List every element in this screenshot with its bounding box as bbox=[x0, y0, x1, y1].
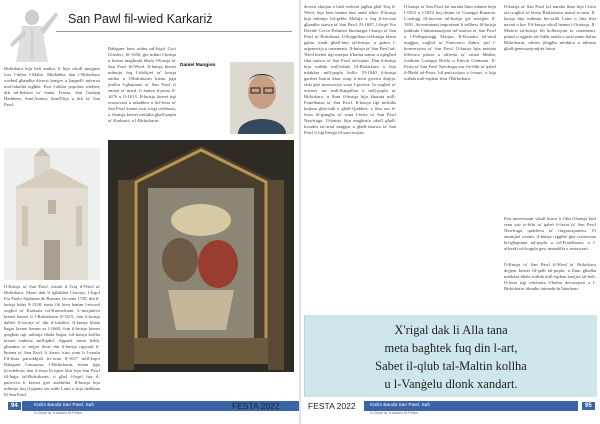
right-footer-title: Każin Banda San Pawl, Safi bbox=[370, 403, 430, 408]
right-column-two: Il-knisja ta' San Pawl kif naraha llum inbniet bejn l-1852 u l-1854 fuq disinn ta' Ġużeppi Bonavia. L-arloġġ fil-faċċata tal-knisja ġie mżejjen fl-1891. Avvenimenti importanti li seħħew fil-knisja jinkludu l-inkurunazzjoni tal-istatwa ta' San Pawl u l-Pellegrinaġġ Marjan. Il-Kwadru tal-artal maġġur, xogħol ta' Francesco Zahra, juri l-konverżjoni ta' San Pawl. Il-knisja hija mżejna b'diversi pitturi u affreski ta' artisti Maltin, fosthom Ġużeppi Briffa u Emvin Cremona. Il-Festa ta' San Pawl Nawfragu ssir fis-Sibt ta' qabel il-Ħadd tal-Festa, bil-purċissjoni u l-marċ, u hija waħda mill-eqdem festi f'Birkirkara. bbox=[404, 4, 496, 81]
right-column-three-end: Il-Knisja ta' San Pawl il-Wied ta' Birkirkara dejjem kienet fil-qalb tal-poplu, u llum għadha mfakkra bħala waħda mill-eqdem knejjes tal-belt. Il-festa tiġi celebrata b'ħafna devozzjoni u l-Birkirkarin jibqgħu jattendu bi ħġarhom. bbox=[504, 262, 596, 290]
title-rule bbox=[56, 31, 292, 32]
quote-line: X'rigal dak li Alla tana bbox=[394, 323, 508, 337]
column-two-top: Balaguer kien ordna sal-Isqof Gori Ghisleri, fil-1656, ġie mibni l-knisja u kienet magħrufa bħala l-Knisja ta' San Pawl fil-Wied. Il-knisja kienet mibnija fuq l-fdalijiet ta' knisja antika u l-Birkirkarin kienu jiġu jitolbu l-għajnuna ta' San Pawl fi żmien ta' mard, fi żmien il-pesta fl-1676 u fl-1813. Il-knisja kienet tiġi restawrata u mkabbra u bil-festa ta' San Pawl kienet issir u tiġi celebrata, u l-knisja kienet miftuħa għall-poplu ta' Karkariż, u l-Birkirkarin. bbox=[108, 46, 176, 123]
saint-statue-icon bbox=[4, 4, 60, 64]
left-footer-subtitle: Il-Ġmiel ta' Karkariż fil-Festa bbox=[34, 411, 82, 415]
right-column-one: diversi skinjan u bieb ewlieni jagħtu għal Triq il-Wied, fejn kien hemm bini antik ieħor. Il-knisja hija mibnija bil-ġebla Maltija u fuq il-faċċata għandha statwa ta' San Pawl. Fl-1687, l-Isqof Fra Davide Cocco-Palmieri kkonsagra l-knisja ta' San Pawl ta' Birkirkara. Il-Kappillani tal-knisja kienu ġabru fondi għall-bini tal-knisja, u ġabru l-arġenterija u ornamenti. Il-knisja ta' San Pawl tal-Wied kienet tiġi mżejna b'ħafna armar u tqiegħed fiha statwa ta' San Pawl tal-injam. Dan il-knisja hija waħda mill-isbaħ fil-Birkirkara u hija mfakkra mill-poplu kollu. Fl-1940 il-knisja ġarrbet ħsarat kbar waqt it-tieni gwerra dinjija, iżda ġiet imsewwija wara l-gwerra. Ix-xogħol ta' restawr sar mill-Kappillan u mill-poplu ta' Birkirkara, u llum il-knisja hija kkurata mill-Fratellanza ta' San Pawl. Il-knisja tiġi miftuħa kuljum għat-talb u għall-Quddies, u fiha ssir il-festa fil-ġimgħa ta' wara l-festa ta' San Pawl Nawfragu. Il-knisja hija magħrufa ukoll għall-kwadru tal-artal maġġur u għall-istatwa ta' San Pawl li tiġi ħierġa fil-purċissjoni. bbox=[304, 4, 396, 135]
quote-line: Sabet il-qlub tal-Maltin kollha bbox=[375, 359, 527, 373]
festa-paragraph: Fil-festa parrokkjali fis-sena fl-1657 mill-Isqof Balaguer Camarasa, l-Birkirkarin, kienu jiġu jiċċelebraw dan il-festa b'rispett kbir lejn San Pawl fil-ħajja tal-Birkirkarin, u għal l-Isqof fuq il-parroċċa li kienet ġiet stabbilita. Il-knisja hija mibnija fuq il-pjanta tas-salib Latin u hija dedikata lil San Pawl. bbox=[4, 356, 100, 396]
left-footer-title: Każin Banda San Pawl, Safi bbox=[34, 403, 94, 408]
church-facade-photo bbox=[4, 148, 100, 280]
left-festa-label: FESTA 2022 bbox=[232, 401, 280, 411]
left-page-number: 94 bbox=[8, 402, 21, 410]
quote-line: u l-Vanġelu dlonk xandart. bbox=[384, 377, 518, 391]
quote-box bbox=[304, 315, 597, 397]
history-paragraph: Il-Knisja ta' San Pawl, tinsab fi Triq il-Wied ta' Birkirkara. Skont dak li tgħidilna l-istorja, l-Isqof Fra Paolo Alpheran de Bussan, fis-sena 1728, din il-knisja bdiet 8-1338, meta fih kien hemm l-ewwel xogħol ta' Karkariż tal-Karmelitani. L-inizjattiva kienet hasset li l-Birkirkarin fl-1615, dan il-knisja daħlet fl-istorja ta' din il-lokalità. Il-knisja bhala ħaġar kienet hemm sa l-1660, fejn il-knisja kienet qiegħda tiġi mibnija bhala ħaġar, bil-knisja kollha kienet tinbena mill-ġdid. Apparti minn hekk, għandna xi stejjer dwar din il-knisja rigward il-ħniena ta' San Pawl, li kienu jsiru waqt li l-poplu bbox=[4, 284, 100, 354]
page-gutter bbox=[299, 0, 301, 424]
page-title: San Pawl fil-wied Karkariż bbox=[68, 12, 213, 26]
right-page-number: 95 bbox=[582, 402, 595, 410]
right-festa-label: FESTA 2022 bbox=[308, 401, 356, 411]
right-column-three: Il-knisja ta' San Pawl kif naraha llum hija l-frott tax-xogħol ta' bosta Birkirkarin matul is-snin. Il-knisja hija mibnija bis-salib Latin u fiha tliet navati u kor. Fil-knisja wkoll hemm l-Oratorju. Il-Mużew tal-knisja fih kollezzjoni ta' ornamenti, pitturi u oġġetti tal-fidda antiki u arrsi minn ħafna Birkirkarin, sabiex jibqgħu mfakkra u mħarsa għall-ġenerazzjonijiet futuri. bbox=[504, 4, 596, 51]
intro-paragraph: Birkirkara hija beli antika, li hija wkoll meqjusa fost l-ikbar l-Malta. Minħabba dan l-Birkirkara wieħed għandha diversi knejjes u kappelli mferrxa mal-lokalità tagħha. Post l-akbar popolari wieħed, dik tal-ħelsien ta' Santa Tereża, San Ġużepp Haddiem, Sant'Antnin, Sant'Elija u dik ta' San Pawl. bbox=[4, 66, 100, 107]
right-footer-subtitle: Il-Ġmiel ta' Karkariż fil-Festa bbox=[370, 411, 418, 415]
author-portrait-photo bbox=[230, 62, 294, 134]
altar-painting-photo bbox=[108, 140, 294, 372]
right-column-three-bottom: Fatt interessanti wkoll huwa li f'din il-knisja kull sena ssir is-Sibt ta' qabel il-festa ta' San Pawl Nawfragu quddiesa ta' ringrazzjament. Fi żminijiet riċenti, il-knisja reġgħet ġiet restawrata bil-għajnuna tal-poplu u tal-Fratellanza, u l-affreski tal-koppla ġew imnaddfa u restawrati. bbox=[504, 216, 596, 251]
quote-line: meta bagħtek fuq din l-art, bbox=[384, 341, 518, 355]
author-byline: Daniel Mangion bbox=[180, 63, 216, 68]
right-page bbox=[300, 0, 600, 424]
